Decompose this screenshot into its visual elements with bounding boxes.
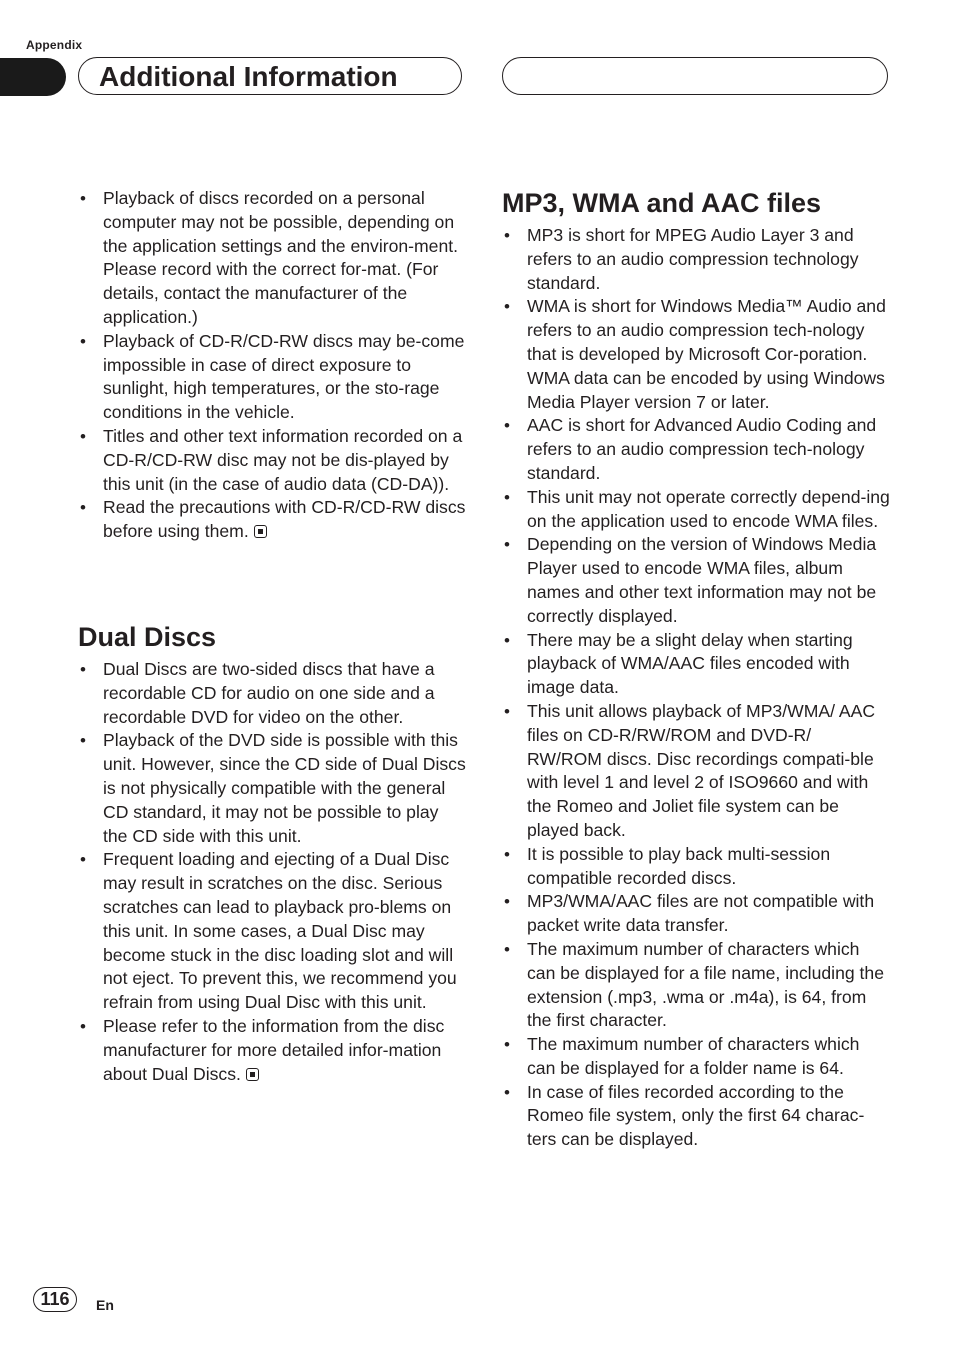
- left-column: [78, 187, 466, 1086]
- bullet-icon: •: [504, 1035, 510, 1055]
- bullet-icon: •: [504, 844, 510, 864]
- dual-discs-title: Dual Discs: [78, 621, 217, 652]
- bullet-icon: •: [504, 892, 510, 912]
- list-item: • Please refer to the information from the disc manufacturer for more detailed infor-mation about Dual Discs.: [80, 1015, 445, 1084]
- bullet-icon: •: [504, 701, 510, 721]
- bullet-icon: •: [504, 535, 510, 555]
- list-item: • Titles and other text information recorded on a CD-R/CD-RW disc may not be dis-played by this unit (in the case of audio data (CD-DA)).: [80, 425, 463, 494]
- list-item: • Frequent loading and ejecting of a Dual Disc may result in scratches on the disc. Serious scratches can lead to playback pro-blems on this unit. In some cases, a Dual Disc may become stuck in the disc loading slot and will not eject. To prevent this, we recommend you refrain from using Dual Disc with this unit.: [80, 849, 457, 1013]
- mp3-wma-aac-title: MP3, WMA and AAC files: [502, 188, 822, 218]
- section-tab-marker: [0, 58, 66, 96]
- bullet-icon: •: [80, 1016, 86, 1036]
- bullet-icon: •: [504, 416, 510, 436]
- bullet-icon: •: [80, 189, 86, 208]
- bullet-icon: •: [80, 850, 86, 870]
- list-item: • Playback of CD-R/CD-RW discs may be-come impossible in case of direct exposure to sunlight, high temperatures, or the sto-rage conditions in the vehicle.: [80, 330, 465, 423]
- list-item: • Playback of the DVD side is possible with this unit. However, since the CD side of Dual Discs is not physically compatible with the general CD standard, it may not be possible to play the CD side with this unit.: [80, 730, 466, 846]
- right-column: [502, 186, 890, 1152]
- page-number: 116: [33, 1287, 77, 1312]
- bullet-icon: •: [80, 731, 86, 751]
- end-of-section-icon: [246, 1068, 259, 1081]
- bullet-icon: •: [80, 331, 86, 351]
- bullet-icon: •: [504, 939, 510, 959]
- bullet-icon: •: [504, 487, 510, 507]
- bullet-icon: •: [80, 659, 86, 679]
- section-title: Additional Information: [99, 61, 398, 92]
- list-item: • MP3/WMA/AAC files are not compatible with packet write data transfer.: [504, 891, 875, 936]
- appendix-label: Appendix: [26, 38, 83, 52]
- bullet-icon: •: [80, 426, 86, 446]
- list-item: • Read the precautions with CD-R/CD-RW discs before using them.: [80, 497, 466, 542]
- list-item: • It is possible to play back multi-session compatible recorded discs.: [504, 843, 831, 888]
- end-of-section-icon: [254, 525, 267, 538]
- dual-discs-bullet-list: [78, 658, 466, 1086]
- list-item: • This unit allows playback of MP3/WMA/ AAC files on CD-R/RW/ROM and DVD-R/ RW/ROM discs. Disc recordings compati-ble with level 1 and level 2 of ISO9660 and with the Romeo and Joliet file system can be played back.: [504, 700, 876, 840]
- list-item: • The maximum number of characters which can be displayed for a file name, including the extension (.mp3, .wma or .m4a), is 64, from the first character.: [504, 938, 884, 1031]
- list-item: • There may be a slight delay when starting playback of WMA/AAC files encoded with image data.: [504, 629, 853, 698]
- section-header: [78, 57, 462, 95]
- bullet-icon: •: [80, 498, 86, 518]
- list-item: • WMA is short for Windows Media™ Audio and refers to an audio compression tech-nology that is developed by Microsoft Cor-poration. WMA data can be encoded by using Windows Media Player version 7 or later.: [504, 296, 886, 412]
- list-item: • The maximum number of characters which can be displayed for a folder name is 64.: [504, 1034, 860, 1078]
- list-item: • This unit may not operate correctly depend-ing on the application used to encode WMA files.: [504, 486, 890, 531]
- bullet-icon: •: [504, 1082, 510, 1102]
- list-item: • AAC is short for Advanced Audio Coding and refers to an audio compression tech-nology standard.: [504, 415, 877, 483]
- list-item: • Playback of discs recorded on a personal computer may not be possible, depending on the application settings and the environ-ment. Please record with the correct for-mat. (For details, contact the manufacturer of the application.): [80, 188, 459, 327]
- list-item: • Dual Discs are two-sided discs that have a recordable CD for audio on one side and a recordable DVD for video on the other.: [80, 658, 435, 727]
- bullet-icon: •: [504, 630, 510, 650]
- bullet-icon: •: [504, 297, 510, 317]
- language-label: En: [96, 1297, 114, 1313]
- list-item: • Depending on the version of Windows Media Player used to encode WMA files, album names and other text information may not be correctly displayed.: [504, 534, 877, 626]
- intro-bullet-list: [78, 187, 466, 544]
- bullet-icon: •: [504, 226, 510, 245]
- list-item: • MP3 is short for MPEG Audio Layer 3 and refers to an audio compression technology standard.: [504, 225, 859, 293]
- list-item: • In case of files recorded according to the Romeo file system, only the first 64 charac-ters can be displayed.: [504, 1081, 865, 1150]
- mp3-bullet-list: [502, 224, 890, 1152]
- section-header-empty: [502, 57, 888, 95]
